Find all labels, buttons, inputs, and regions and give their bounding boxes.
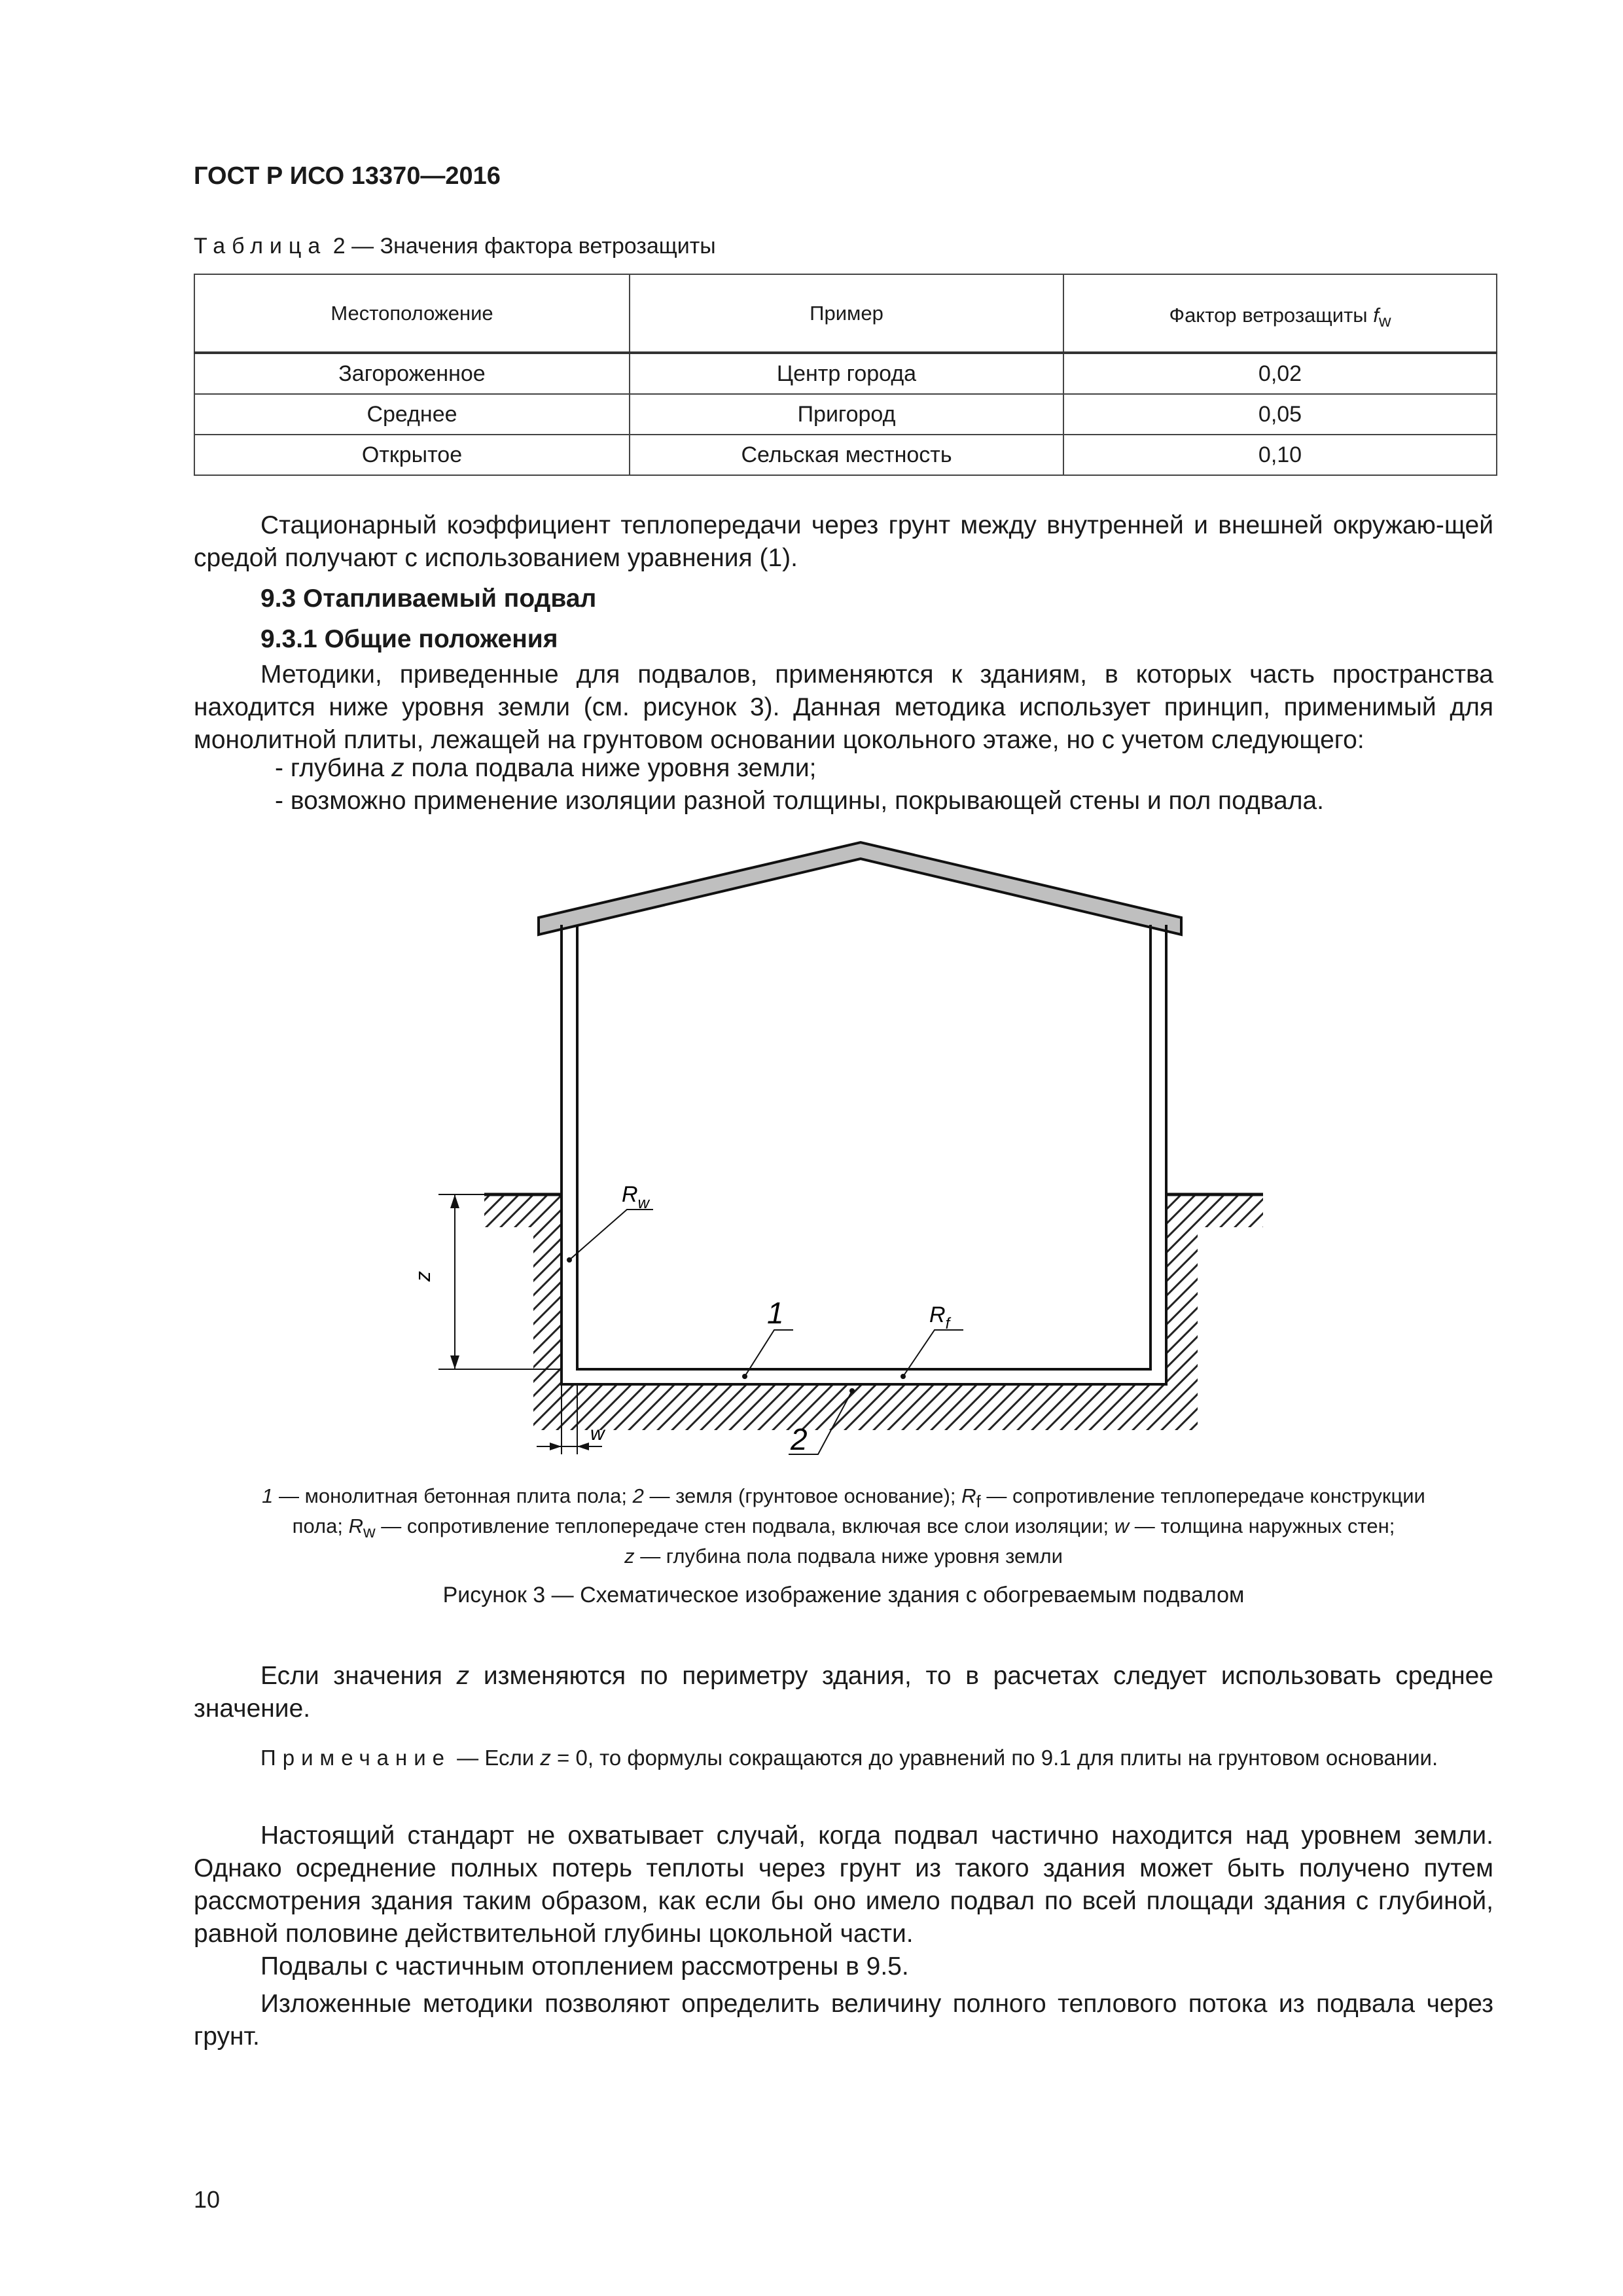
z-arrow-bottom — [450, 1355, 459, 1369]
building-inner-outline — [577, 925, 1150, 1369]
legend-text: 1 — [262, 1484, 274, 1507]
legend-text: f — [976, 1493, 981, 1512]
page-number: 10 — [194, 2186, 221, 2213]
rf-label-main: R — [929, 1302, 946, 1327]
section-heading-9-3-1: 9.3.1 Общие положения — [260, 625, 558, 653]
factor-symbol: f — [1373, 304, 1379, 327]
table-cell: Загороженное — [194, 353, 630, 394]
note-prefix: Примечание — [260, 1746, 452, 1770]
paragraph-text: Если значения — [260, 1662, 457, 1690]
list-item-text: - возможно применение изоляции разной толщины, покрывающей стены и пол подвала. — [275, 787, 1325, 815]
legend-text: пола; — [292, 1515, 349, 1537]
legend-text: — толщина наружных стен; — [1129, 1515, 1395, 1537]
factor-subscript: w — [1378, 312, 1391, 331]
paragraph-partial-heating — [194, 1950, 1493, 1983]
table-cell: 0,10 — [1063, 435, 1497, 475]
z-symbol: z — [391, 754, 404, 782]
col-header-location: Местоположение — [194, 274, 630, 353]
section-heading-9-3: 9.3 Отапливаемый подвал — [260, 584, 597, 613]
roof — [539, 842, 1181, 935]
list-item-text: - глубина — [275, 754, 392, 782]
table-cell: 0,02 — [1063, 353, 1497, 394]
paragraph-text: изменяются по периметру здания, то в расчетах следует использовать среднее значение. — [194, 1662, 1494, 1723]
note-text: = 0, то формулы сокращаются до уравнений по 9.1 для плиты на грунтовом основании. — [550, 1746, 1438, 1770]
legend-text: z — [624, 1545, 635, 1568]
table-cell: Среднее — [194, 394, 630, 435]
paragraph-text: Настоящий стандарт не охватывает случай, когда подвал частично находится над уровнем земли. Однако осреднение полных потерь теплоты через грунт из такого здания может быть получено путем рассмотрения здания таким образом, как если бы оно имело подвал по всей площади здания с глубиной, равной половине действительной глубины цокольной части. — [194, 1821, 1493, 1948]
legend-text: — глубина пола подвала ниже уровня земли — [634, 1545, 1063, 1568]
w-label: w — [590, 1423, 605, 1444]
col-header-example: Пример — [630, 274, 1063, 353]
rw-label-main: R — [622, 1182, 638, 1207]
paragraph-methods-text: Методики, приведенные для подвалов, применяются к зданиям, в которых часть пространства находится ниже уровня земли (см. рисунок 3). Данная методика использует принцип, применимый для монолитной плиты, лежащей на грунтовом основании цокольного этаже, но с учетом следующего: — [194, 660, 1493, 754]
paragraph-partial-basement — [194, 1820, 1493, 1950]
legend-text: 2 — [632, 1484, 644, 1507]
note — [194, 1743, 1493, 1772]
legend-text: — сопротивление теплопередаче конструкции — [980, 1484, 1425, 1507]
legend-text: w — [363, 1523, 376, 1542]
paragraph-text: Подвалы с частичным отоплением рассмотрены в 9.5. — [260, 1952, 909, 1981]
w-arrow-right — [577, 1443, 589, 1450]
rw-label — [622, 1182, 651, 1212]
figure-legend-line — [194, 1541, 1493, 1571]
figure-caption: Рисунок 3 — Схематическое изображение здания с обогреваемым подвалом — [442, 1583, 1245, 1607]
table-cell: Пригород — [630, 394, 1063, 435]
z-arrow-top — [450, 1194, 459, 1208]
rw-leader — [569, 1210, 653, 1260]
w-arrow-left — [550, 1443, 562, 1450]
z-label: z — [411, 1271, 435, 1282]
ground-label: 2 — [791, 1422, 808, 1456]
table-cell: Центр города — [630, 353, 1063, 394]
table-cell: 0,05 — [1063, 394, 1497, 435]
ground-leader-dot — [849, 1388, 855, 1393]
legend-text: — земля (грунтовое основание); — [643, 1484, 962, 1507]
slab-label: 1 — [767, 1296, 784, 1330]
document-header: ГОСТ Р ИСО 13370—2016 — [194, 162, 501, 190]
rf-label-sub: f — [945, 1315, 950, 1333]
z-symbol: z — [540, 1746, 551, 1770]
note-text: — Если — [451, 1746, 541, 1770]
paragraph-coefficient-text: Стационарный коэффициент теплопередачи через грунт между внутренней и внешней окружаю-щей средой получают с использованием уравнения (1). — [194, 511, 1493, 572]
table-caption-text: 2 — Значения фактора ветрозащиты — [332, 234, 716, 259]
list-item-text: пола подвала ниже уровня земли; — [404, 754, 817, 782]
rf-label — [929, 1302, 952, 1333]
col-header-factor-text: Фактор ветрозащиты — [1169, 304, 1368, 327]
building-outer-outline — [562, 925, 1166, 1384]
legend-text: — монолитная бетонная плита пола; — [273, 1484, 633, 1507]
paragraph-z-values — [194, 1660, 1493, 1725]
paragraph-text: Изложенные методики позволяют определить величину полного теплового потока из подвала через грунт. — [194, 1990, 1493, 2051]
ground-hatching — [484, 1194, 1263, 1430]
rw-leader-dot — [567, 1257, 572, 1263]
table-cell: Открытое — [194, 435, 630, 475]
legend-text: w — [1114, 1515, 1130, 1537]
legend-text: — сопротивление теплопередаче стен подвала, включая все слои изоляции; — [375, 1515, 1115, 1537]
rf-leader-dot — [901, 1374, 906, 1379]
paragraph-total-heat-flow — [194, 1988, 1493, 2053]
legend-text: R — [961, 1484, 976, 1507]
z-symbol: z — [456, 1662, 470, 1690]
slab-leader-dot — [742, 1374, 747, 1379]
rw-label-sub: w — [637, 1194, 649, 1212]
table-caption-prefix: Таблица — [194, 234, 327, 259]
legend-text: R — [348, 1515, 363, 1537]
table-cell: Сельская местность — [630, 435, 1063, 475]
